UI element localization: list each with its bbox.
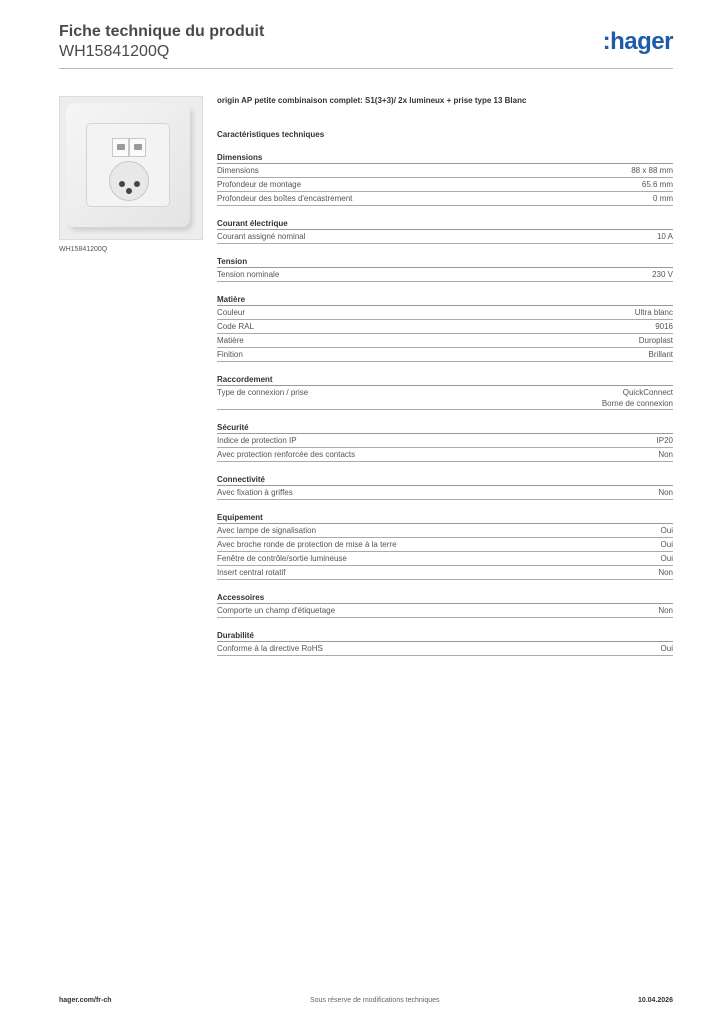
spec-value: Oui — [660, 554, 673, 563]
section-title: Courant électrique — [217, 218, 673, 230]
spec-row — [217, 538, 673, 552]
spec-row — [217, 566, 673, 580]
switch-key-left — [112, 138, 129, 157]
section-title: Tension — [217, 256, 673, 268]
socket-pin-right — [134, 181, 140, 187]
spec-row — [217, 230, 673, 244]
spec-label: Insert central rotatif — [217, 568, 286, 577]
hager-logo: :hager — [602, 28, 673, 55]
spec-label: Fenêtre de contrôle/sortie lumineuse — [217, 554, 347, 563]
section-title: Durabilité — [217, 630, 673, 642]
spec-section — [217, 294, 673, 362]
spec-value: 65.6 mm — [641, 180, 673, 189]
spec-row — [217, 386, 673, 410]
spec-row — [217, 268, 673, 282]
spec-value: 9016 — [655, 322, 673, 331]
spec-value: 88 x 88 mm — [631, 166, 673, 175]
spec-label: Matière — [217, 336, 244, 345]
spec-row — [217, 178, 673, 192]
spec-row — [217, 552, 673, 566]
spec-row — [217, 486, 673, 500]
spec-row — [217, 192, 673, 206]
spec-label: Couleur — [217, 308, 246, 317]
spec-sections — [217, 152, 673, 656]
section-title: Dimensions — [217, 152, 673, 164]
spec-value: IP20 — [656, 436, 673, 445]
product-image — [59, 96, 203, 240]
spec-row — [217, 348, 673, 362]
spec-label: Avec fixation à griffes — [217, 488, 293, 497]
spec-row — [217, 306, 673, 320]
spec-label: Comporte un champ d'étiquetage — [217, 606, 336, 615]
spec-label: Avec broche ronde de protection de mise à la terre — [217, 540, 397, 549]
switch-plate — [66, 103, 190, 227]
footer-website: hager.com/fr-ch — [59, 997, 112, 1004]
spec-row — [217, 642, 673, 656]
spec-content — [217, 96, 673, 656]
spec-value: Non — [658, 488, 673, 497]
spec-row — [217, 434, 673, 448]
spec-value: Non — [658, 568, 673, 577]
spec-label: Tension nominale — [217, 270, 280, 279]
spec-label: Courant assigné nominal — [217, 232, 306, 241]
spec-value: 10 A — [656, 232, 673, 241]
product-description: origin AP petite combinaison complet: S1(3+3)/ 2x lumineux + prise type 13 Blanc — [217, 96, 527, 105]
switch-pair — [112, 138, 146, 157]
page-footer — [59, 997, 673, 1004]
spec-value: Duroplast — [638, 336, 673, 345]
spec-section — [217, 152, 673, 206]
spec-label: Dimensions — [217, 166, 259, 175]
spec-value: Non — [658, 606, 673, 615]
spec-section — [217, 422, 673, 462]
spec-label: Code RAL — [217, 322, 254, 331]
spec-value: Oui — [660, 644, 673, 653]
footer-notice: Sous réserve de modifications techniques — [309, 997, 440, 1004]
spec-row — [217, 334, 673, 348]
spec-label: Type de connexion / prise — [217, 388, 309, 397]
header-divider — [59, 68, 673, 69]
socket-pin-earth — [126, 188, 132, 194]
spec-value: Non — [658, 450, 673, 459]
spec-section — [217, 474, 673, 500]
spec-section — [217, 218, 673, 244]
spec-row — [217, 164, 673, 178]
product-code: WH15841200Q — [59, 43, 170, 60]
spec-value: QuickConnect Borne de connexion — [601, 388, 673, 408]
spec-row — [217, 524, 673, 538]
spec-label: Avec protection renforcée des contacts — [217, 450, 356, 459]
page-header — [59, 22, 673, 68]
plate-insert — [86, 123, 170, 207]
socket-pin-left — [119, 181, 125, 187]
spec-value: 0 mm — [653, 194, 673, 203]
section-title: Accessoires — [217, 592, 673, 604]
spec-value: Oui — [660, 526, 673, 535]
image-caption: WH15841200Q — [59, 246, 108, 253]
spec-section — [217, 256, 673, 282]
spec-label: Finition — [217, 350, 243, 359]
tech-heading: Caractéristiques techniques — [217, 130, 325, 139]
section-title: Raccordement — [217, 374, 673, 386]
spec-section — [217, 512, 673, 580]
document-title: Fiche technique du produit — [59, 23, 265, 40]
spec-section — [217, 592, 673, 618]
section-title: Connectivité — [217, 474, 673, 486]
spec-value: Oui — [660, 540, 673, 549]
spec-label: Avec lampe de signalisation — [217, 526, 317, 535]
spec-label: Indice de protection IP — [217, 436, 297, 445]
spec-row — [217, 604, 673, 618]
spec-label: Profondeur des boîtes d'encastrement — [217, 194, 353, 203]
spec-label: Profondeur de montage — [217, 180, 302, 189]
spec-value: Brillant — [648, 350, 673, 359]
spec-row — [217, 448, 673, 462]
footer-date: 10.04.2026 — [637, 997, 673, 1004]
section-title: Sécurité — [217, 422, 673, 434]
spec-value: Ultra blanc — [634, 308, 673, 317]
spec-row — [217, 320, 673, 334]
switch-key-right — [129, 138, 146, 157]
spec-section — [217, 374, 673, 410]
section-title: Equipement — [217, 512, 673, 524]
section-title: Matière — [217, 294, 673, 306]
spec-value: 230 V — [652, 270, 673, 279]
socket-outlet — [109, 161, 149, 201]
spec-section — [217, 630, 673, 656]
spec-label: Conforme à la directive RoHS — [217, 644, 323, 653]
